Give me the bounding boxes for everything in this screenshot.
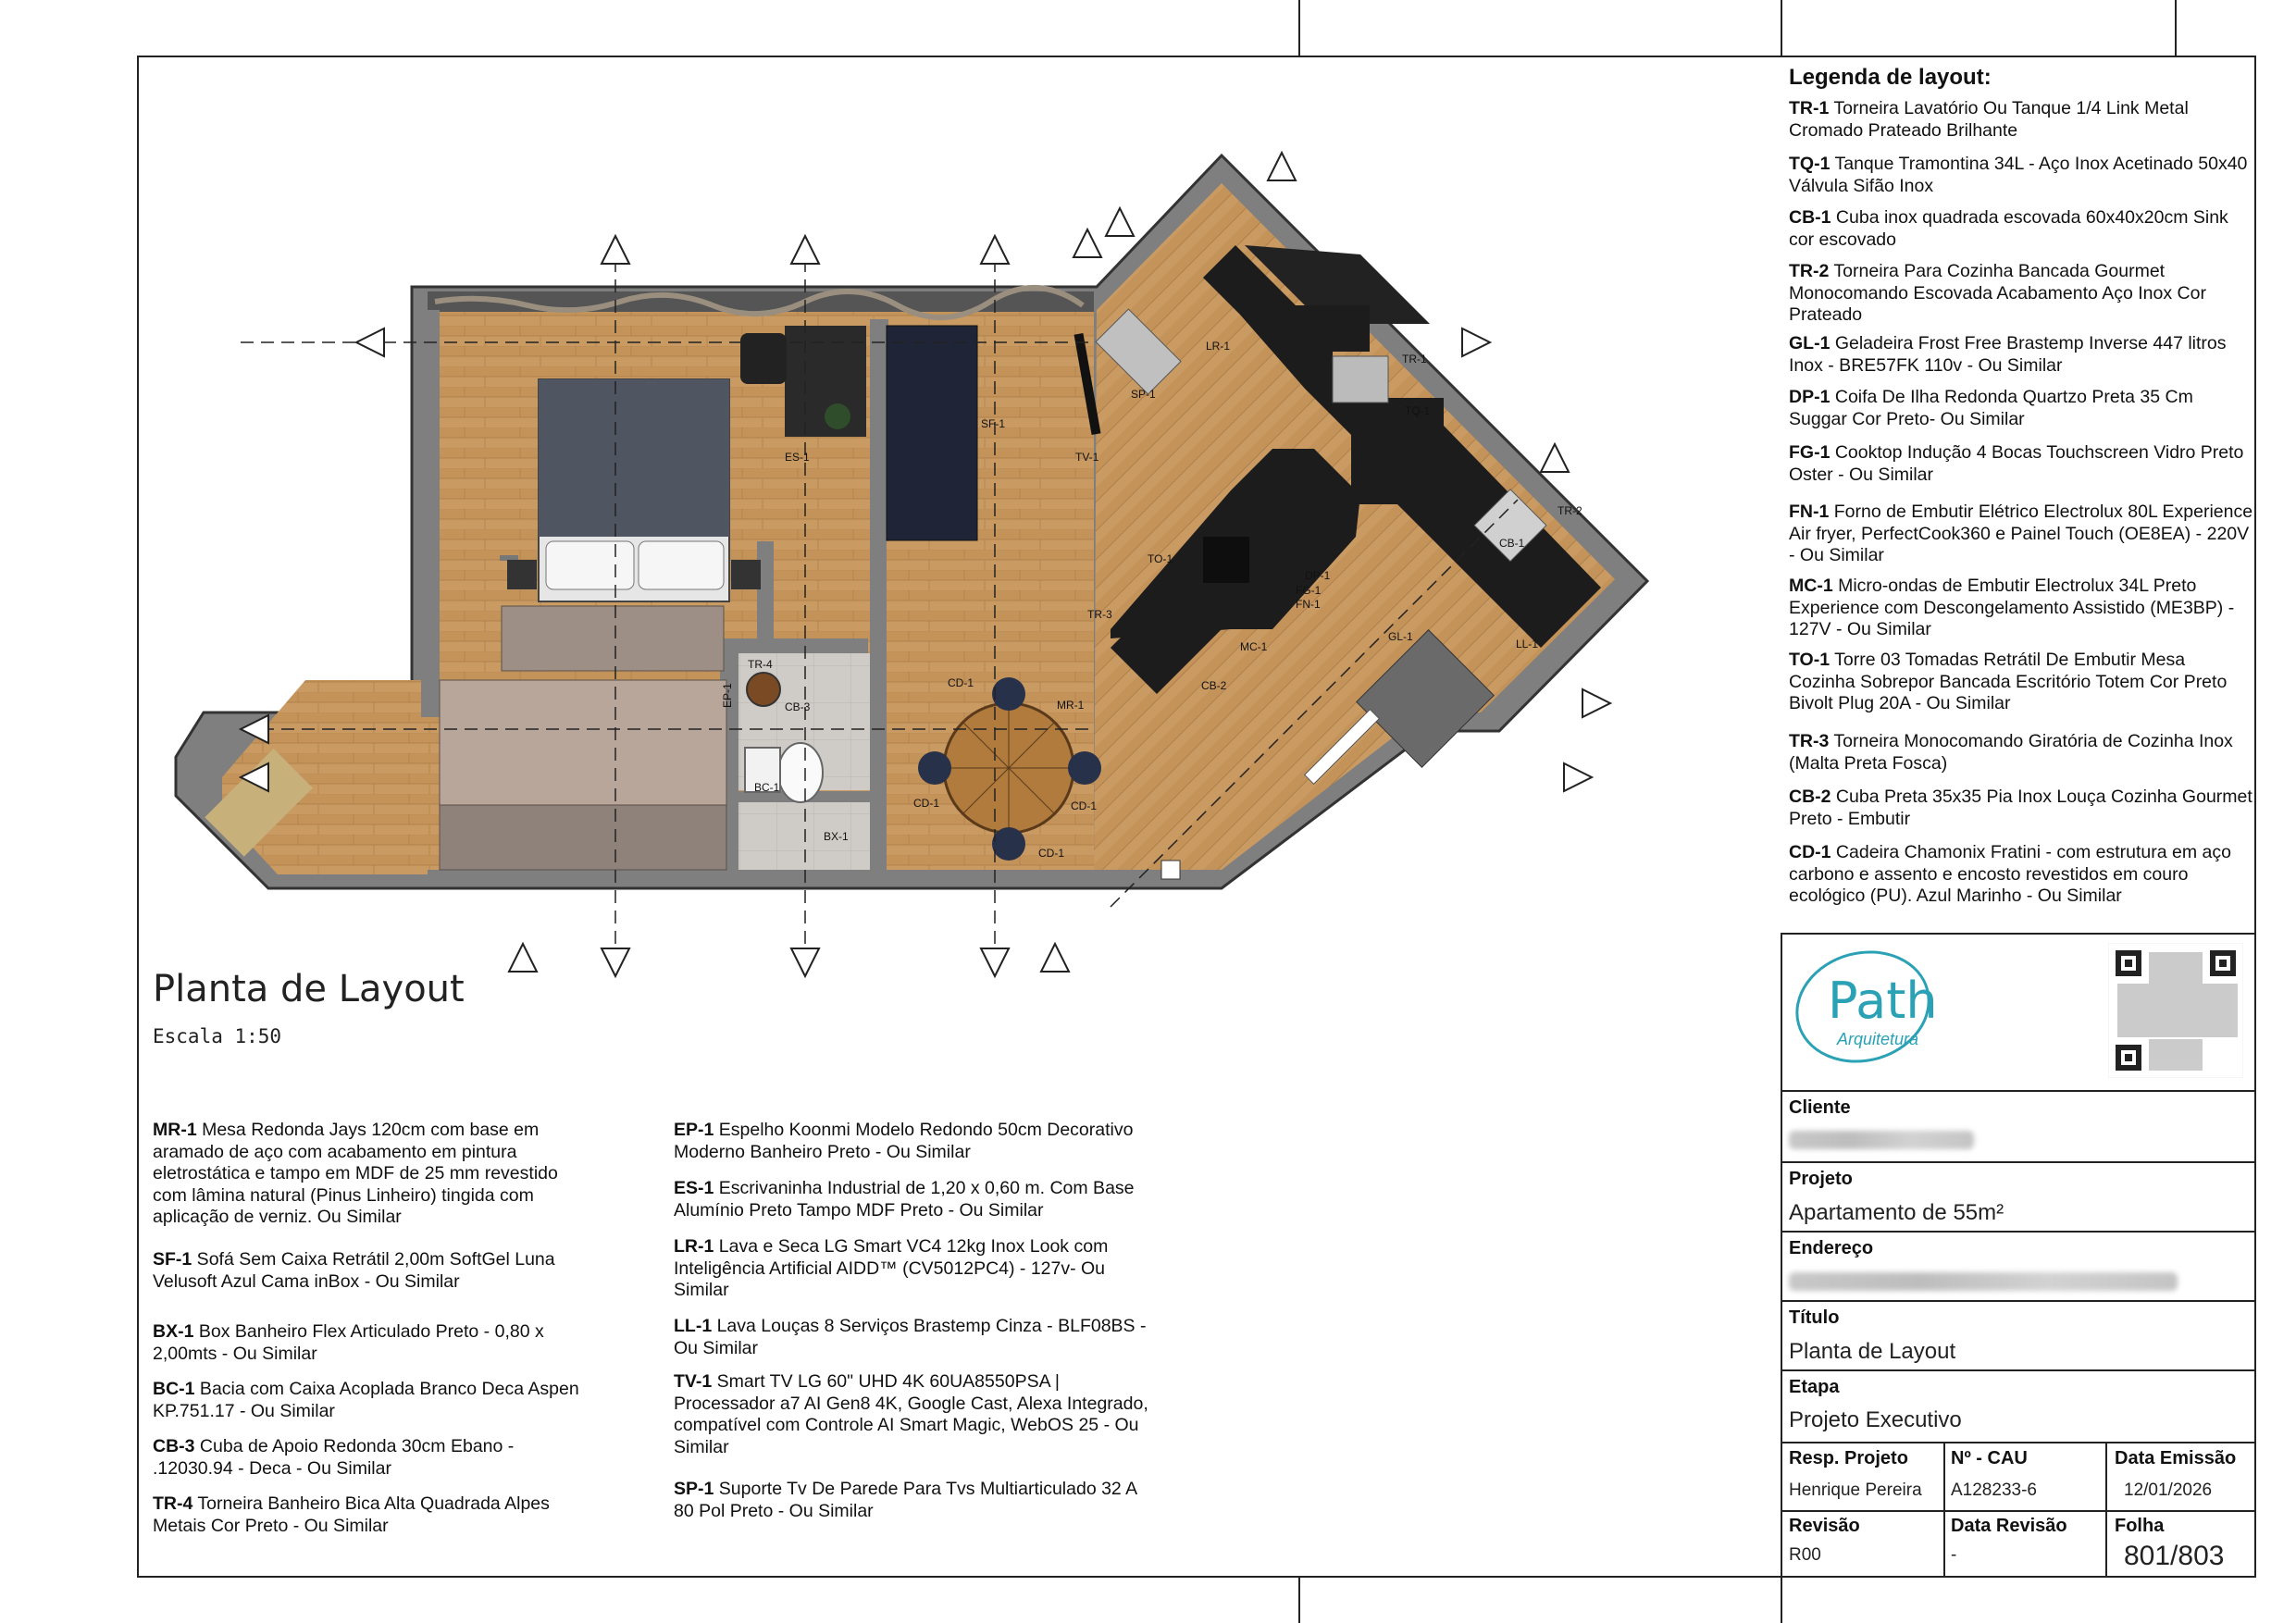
note-item: [674, 1120, 1155, 1163]
cau-label: Nº - CAU: [1951, 1448, 2028, 1468]
note-text: Torneira Para Cozinha Bancada Gourmet Monocomando Escovada Acabamento Aço Inox Cor Prateado: [1789, 261, 2206, 325]
projeto-label: Projeto: [1789, 1169, 1853, 1189]
note-item: [1789, 333, 2256, 377]
label-fg1: FG-1: [1296, 584, 1322, 597]
note-code: LL-1: [674, 1316, 713, 1336]
note-code: CB-2: [1789, 787, 1831, 807]
note-text: Escrivaninha Industrial de 1,20 x 0,60 m. Com Base Alumínio Preto Tampo MDF Preto - Ou Similar: [674, 1178, 1135, 1220]
tank-tq1: [1333, 356, 1388, 403]
note-item: [1789, 442, 2256, 486]
projeto-value: Apartamento de 55m²: [1789, 1200, 2004, 1225]
label-ll1: LL-1: [1516, 638, 1539, 650]
label-bc1: BC-1: [754, 781, 780, 794]
logo-name: Path: [1828, 972, 1938, 1030]
legend-title: Legenda de layout:: [1789, 65, 1992, 90]
label-cb3: CB-3: [785, 700, 811, 713]
note-text: Torre 03 Tomadas Retrátil De Embutir Mesa Cozinha Sobrepor Bancada Escritório Totem Cor Preto Bivolt Plug 20A - Ou Similar: [1789, 650, 2228, 713]
label-cd1-c: CD-1: [1071, 799, 1098, 812]
note-item: [674, 1479, 1155, 1522]
titulo-value: Planta de Layout: [1789, 1339, 1956, 1364]
note-text: Torneira Lavatório Ou Tanque 1/4 Link Metal Cromado Prateado Brilhante: [1789, 98, 2189, 141]
sofa-sf1: [887, 326, 977, 540]
label-lr1: LR-1: [1206, 340, 1231, 353]
label-tr1: TR-1: [1402, 353, 1427, 365]
note-item: [674, 1178, 1155, 1221]
emissao-value: 12/01/2026: [2124, 1481, 2213, 1500]
note-text: Bacia com Caixa Acoplada Branco Deca Aspen KP.751.17 - Ou Similar: [153, 1379, 579, 1421]
label-fn1: FN-1: [1296, 598, 1321, 611]
label-cb1: CB-1: [1499, 537, 1525, 550]
note-code: MR-1: [153, 1120, 197, 1140]
label-tr2: TR-2: [1558, 504, 1582, 517]
note-code: ES-1: [674, 1178, 714, 1198]
cliente-label: Cliente: [1789, 1097, 1851, 1118]
note-text: Cadeira Chamonix Fratini - com estrutura em aço carbono e assento e encosto revestidos em couro ecológico (PU). Azul Marinho - Ou Similar: [1789, 842, 2231, 906]
note-item: [153, 1321, 597, 1365]
note-code: LR-1: [674, 1236, 714, 1257]
label-sp1: SP-1: [1131, 388, 1156, 401]
label-sf1: SF-1: [981, 417, 1006, 430]
note-text: Sofá Sem Caixa Retrátil 2,00m SoftGel Luna Velusoft Azul Cama inBox - Ou Similar: [153, 1249, 555, 1292]
label-cd1-a: CD-1: [948, 676, 974, 689]
note-item: [153, 1493, 597, 1537]
toilet-bc1: [778, 743, 823, 802]
divider: [1781, 1369, 2256, 1371]
data-revisao-label: Data Revisão: [1951, 1516, 2067, 1536]
note-text: Cuba de Apoio Redonda 30cm Ebano - .12030.94 - Deca - Ou Similar: [153, 1436, 515, 1479]
qr-code: [2108, 943, 2243, 1078]
note-item: [1789, 842, 2256, 908]
note-code: TR-3: [1789, 731, 1830, 751]
note-item: [153, 1436, 597, 1480]
fold-mark-top-3: [2175, 0, 2177, 56]
plan-title: Planta de Layout: [153, 968, 465, 1010]
note-text: Coifa De Ilha Redonda Quartzo Preta 35 Cm Suggar Cor Preto- Ou Similar: [1789, 387, 2193, 429]
label-tr3: TR-3: [1087, 608, 1112, 621]
note-text: Torneira Banheiro Bica Alta Quadrada Alpes Metais Cor Preto - Ou Similar: [153, 1493, 550, 1536]
note-code: TR-2: [1789, 261, 1830, 281]
note-item: [674, 1236, 1155, 1302]
note-item: [153, 1120, 597, 1229]
note-code: TO-1: [1789, 650, 1831, 670]
label-dp1: DP-1: [1305, 569, 1331, 582]
divider: [1781, 933, 1782, 1578]
note-code: TQ-1: [1789, 154, 1831, 174]
fold-mark-top-1: [1298, 0, 1300, 56]
emissao-label: Data Emissão: [2115, 1448, 2237, 1468]
label-mc1: MC-1: [1240, 640, 1268, 653]
note-text: Geladeira Frost Free Brastemp Inverse 447 litros Inox - BRE57FK 110v - Ou Similar: [1789, 333, 2227, 376]
note-code: TR-1: [1789, 98, 1830, 118]
note-item: [1789, 261, 2256, 327]
note-code: TV-1: [674, 1371, 713, 1392]
note-code: CB-3: [153, 1436, 195, 1456]
note-text: Espelho Koonmi Modelo Redondo 50cm Decorativo Moderno Banheiro Preto - Ou Similar: [674, 1120, 1134, 1162]
label-tq1: TQ-1: [1405, 404, 1431, 417]
resp-label: Resp. Projeto: [1789, 1448, 1908, 1468]
label-ep1: EP-1: [721, 683, 734, 708]
label-es1: ES-1: [785, 451, 810, 464]
note-item: [1789, 576, 2256, 641]
label-tv1: TV-1: [1075, 451, 1099, 464]
fold-mark-bottom-1: [1298, 1578, 1300, 1623]
floor-plan: [139, 57, 1777, 983]
note-item: [1789, 787, 2256, 830]
divider: [1781, 1231, 2256, 1233]
note-text: Cuba inox quadrada escovada 60x40x20cm Sink cor escovado: [1789, 207, 2228, 250]
note-text: Torneira Monocomando Giratória de Cozinha Inox (Malta Preta Fosca): [1789, 731, 2233, 774]
divider: [1781, 1300, 2256, 1302]
endereco-label: Endereço: [1789, 1238, 1874, 1258]
note-item: [153, 1379, 597, 1422]
note-code: FG-1: [1789, 442, 1831, 463]
note-item: [1789, 650, 2256, 715]
note-text: Box Banheiro Flex Articulado Preto - 0,80 x 2,00mts - Ou Similar: [153, 1321, 544, 1364]
label-gl1: GL-1: [1388, 630, 1413, 643]
folha-value: 801/803: [2124, 1541, 2225, 1571]
label-tr4: TR-4: [748, 658, 773, 671]
note-item: [1789, 98, 2256, 142]
fold-mark-bottom-2: [1781, 1578, 1782, 1623]
divider: [1781, 933, 2256, 935]
note-item: [1789, 387, 2256, 430]
note-text: Cuba Preta 35x35 Pia Inox Louça Cozinha Gourmet Preto - Embutir: [1789, 787, 2253, 829]
folha-label: Folha: [2115, 1516, 2165, 1536]
note-code: SP-1: [674, 1479, 714, 1499]
note-code: SF-1: [153, 1249, 192, 1270]
label-to1: TO-1: [1148, 552, 1173, 565]
plan-scale: Escala 1:50: [153, 1025, 282, 1047]
note-code: CD-1: [1789, 842, 1831, 862]
note-code: EP-1: [674, 1120, 714, 1140]
note-text: Micro-ondas de Embutir Electrolux 34L Preto Experience com Descongelamento Assistido (ME3BP) - 127V - Ou Similar: [1789, 576, 2235, 639]
divider: [1781, 1161, 2256, 1163]
fold-mark-top-2: [1781, 0, 1782, 56]
titulo-label: Título: [1789, 1307, 1840, 1328]
divider: [1781, 1090, 2256, 1092]
endereco-redacted: [1789, 1272, 2178, 1291]
divider: [1781, 1442, 2256, 1443]
note-text: Smart TV LG 60" UHD 4K 60UA8550PSA | Processador a7 AI Gen8 4K, Google Cast, Alexa Integrado, compatível com Controle AI Smart Magic, WebOS 25 - Ou Similar: [674, 1371, 1148, 1457]
label-cd1-d: CD-1: [1038, 847, 1065, 860]
note-item: [153, 1249, 597, 1293]
note-text: Forno de Embutir Elétrico Electrolux 80L Experience Air fryer, PerfectCook360 e Painel Touch (OE8EA) - 220V - Ou Similar: [1789, 502, 2253, 565]
note-code: DP-1: [1789, 387, 1831, 407]
note-item: [1789, 731, 2256, 774]
note-item: [1789, 154, 2256, 197]
revisao-value: R00: [1789, 1545, 1821, 1565]
note-code: MC-1: [1789, 576, 1833, 596]
note-code: CB-1: [1789, 207, 1831, 228]
revisao-label: Revisão: [1789, 1516, 1860, 1536]
label-bx1: BX-1: [824, 830, 849, 843]
label-cd1-b: CD-1: [913, 797, 940, 810]
note-item: [674, 1316, 1155, 1359]
cau-value: A128233-6: [1951, 1481, 2037, 1500]
note-item: [674, 1371, 1155, 1458]
note-text: Cooktop Indução 4 Bocas Touchscreen Vidro Preto Oster - Ou Similar: [1789, 442, 2244, 485]
note-item: [1789, 502, 2256, 567]
note-text: Tanque Tramontina 34L - Aço Inox Acetinado 50x40 Válvula Sifão Inox: [1789, 154, 2248, 196]
note-code: FN-1: [1789, 502, 1830, 522]
label-cb2: CB-2: [1201, 679, 1227, 692]
sink-cb3: [747, 673, 780, 706]
resp-value: Henrique Pereira: [1789, 1481, 1922, 1500]
logo-sub: Arquitetura: [1837, 1030, 1919, 1048]
note-code: GL-1: [1789, 333, 1831, 353]
data-revisao-value: -: [1951, 1545, 1957, 1565]
etapa-value: Projeto Executivo: [1789, 1407, 1962, 1432]
etapa-label: Etapa: [1789, 1377, 1840, 1397]
note-text: Mesa Redonda Jays 120cm com base em aramado de aço com acabamento em pintura eletrostática e tampo em MDF de 25 mm revestido com lâmina natural (Pinus Linheiro) tingida com aplicação de verniz. Ou Similar: [153, 1120, 558, 1227]
note-code: TR-4: [153, 1493, 193, 1514]
note-code: BC-1: [153, 1379, 195, 1399]
note-text: Lava e Seca LG Smart VC4 12kg Inox Look com Inteligência Artificial AIDD™ (CV5012PC4) - 127v- Ou Similar: [674, 1236, 1109, 1300]
note-text: Lava Louças 8 Serviços Brastemp Cinza - BLF08BS - Ou Similar: [674, 1316, 1147, 1358]
label-mr1: MR-1: [1057, 699, 1085, 712]
note-code: BX-1: [153, 1321, 194, 1342]
note-item: [1789, 207, 2256, 251]
note-text: Suporte Tv De Parede Para Tvs Multiarticulado 32 A 80 Pol Preto - Ou Similar: [674, 1479, 1137, 1521]
bedroom-sofa: [440, 680, 726, 805]
cliente-redacted: [1789, 1131, 1974, 1149]
divider: [1781, 1510, 2256, 1512]
